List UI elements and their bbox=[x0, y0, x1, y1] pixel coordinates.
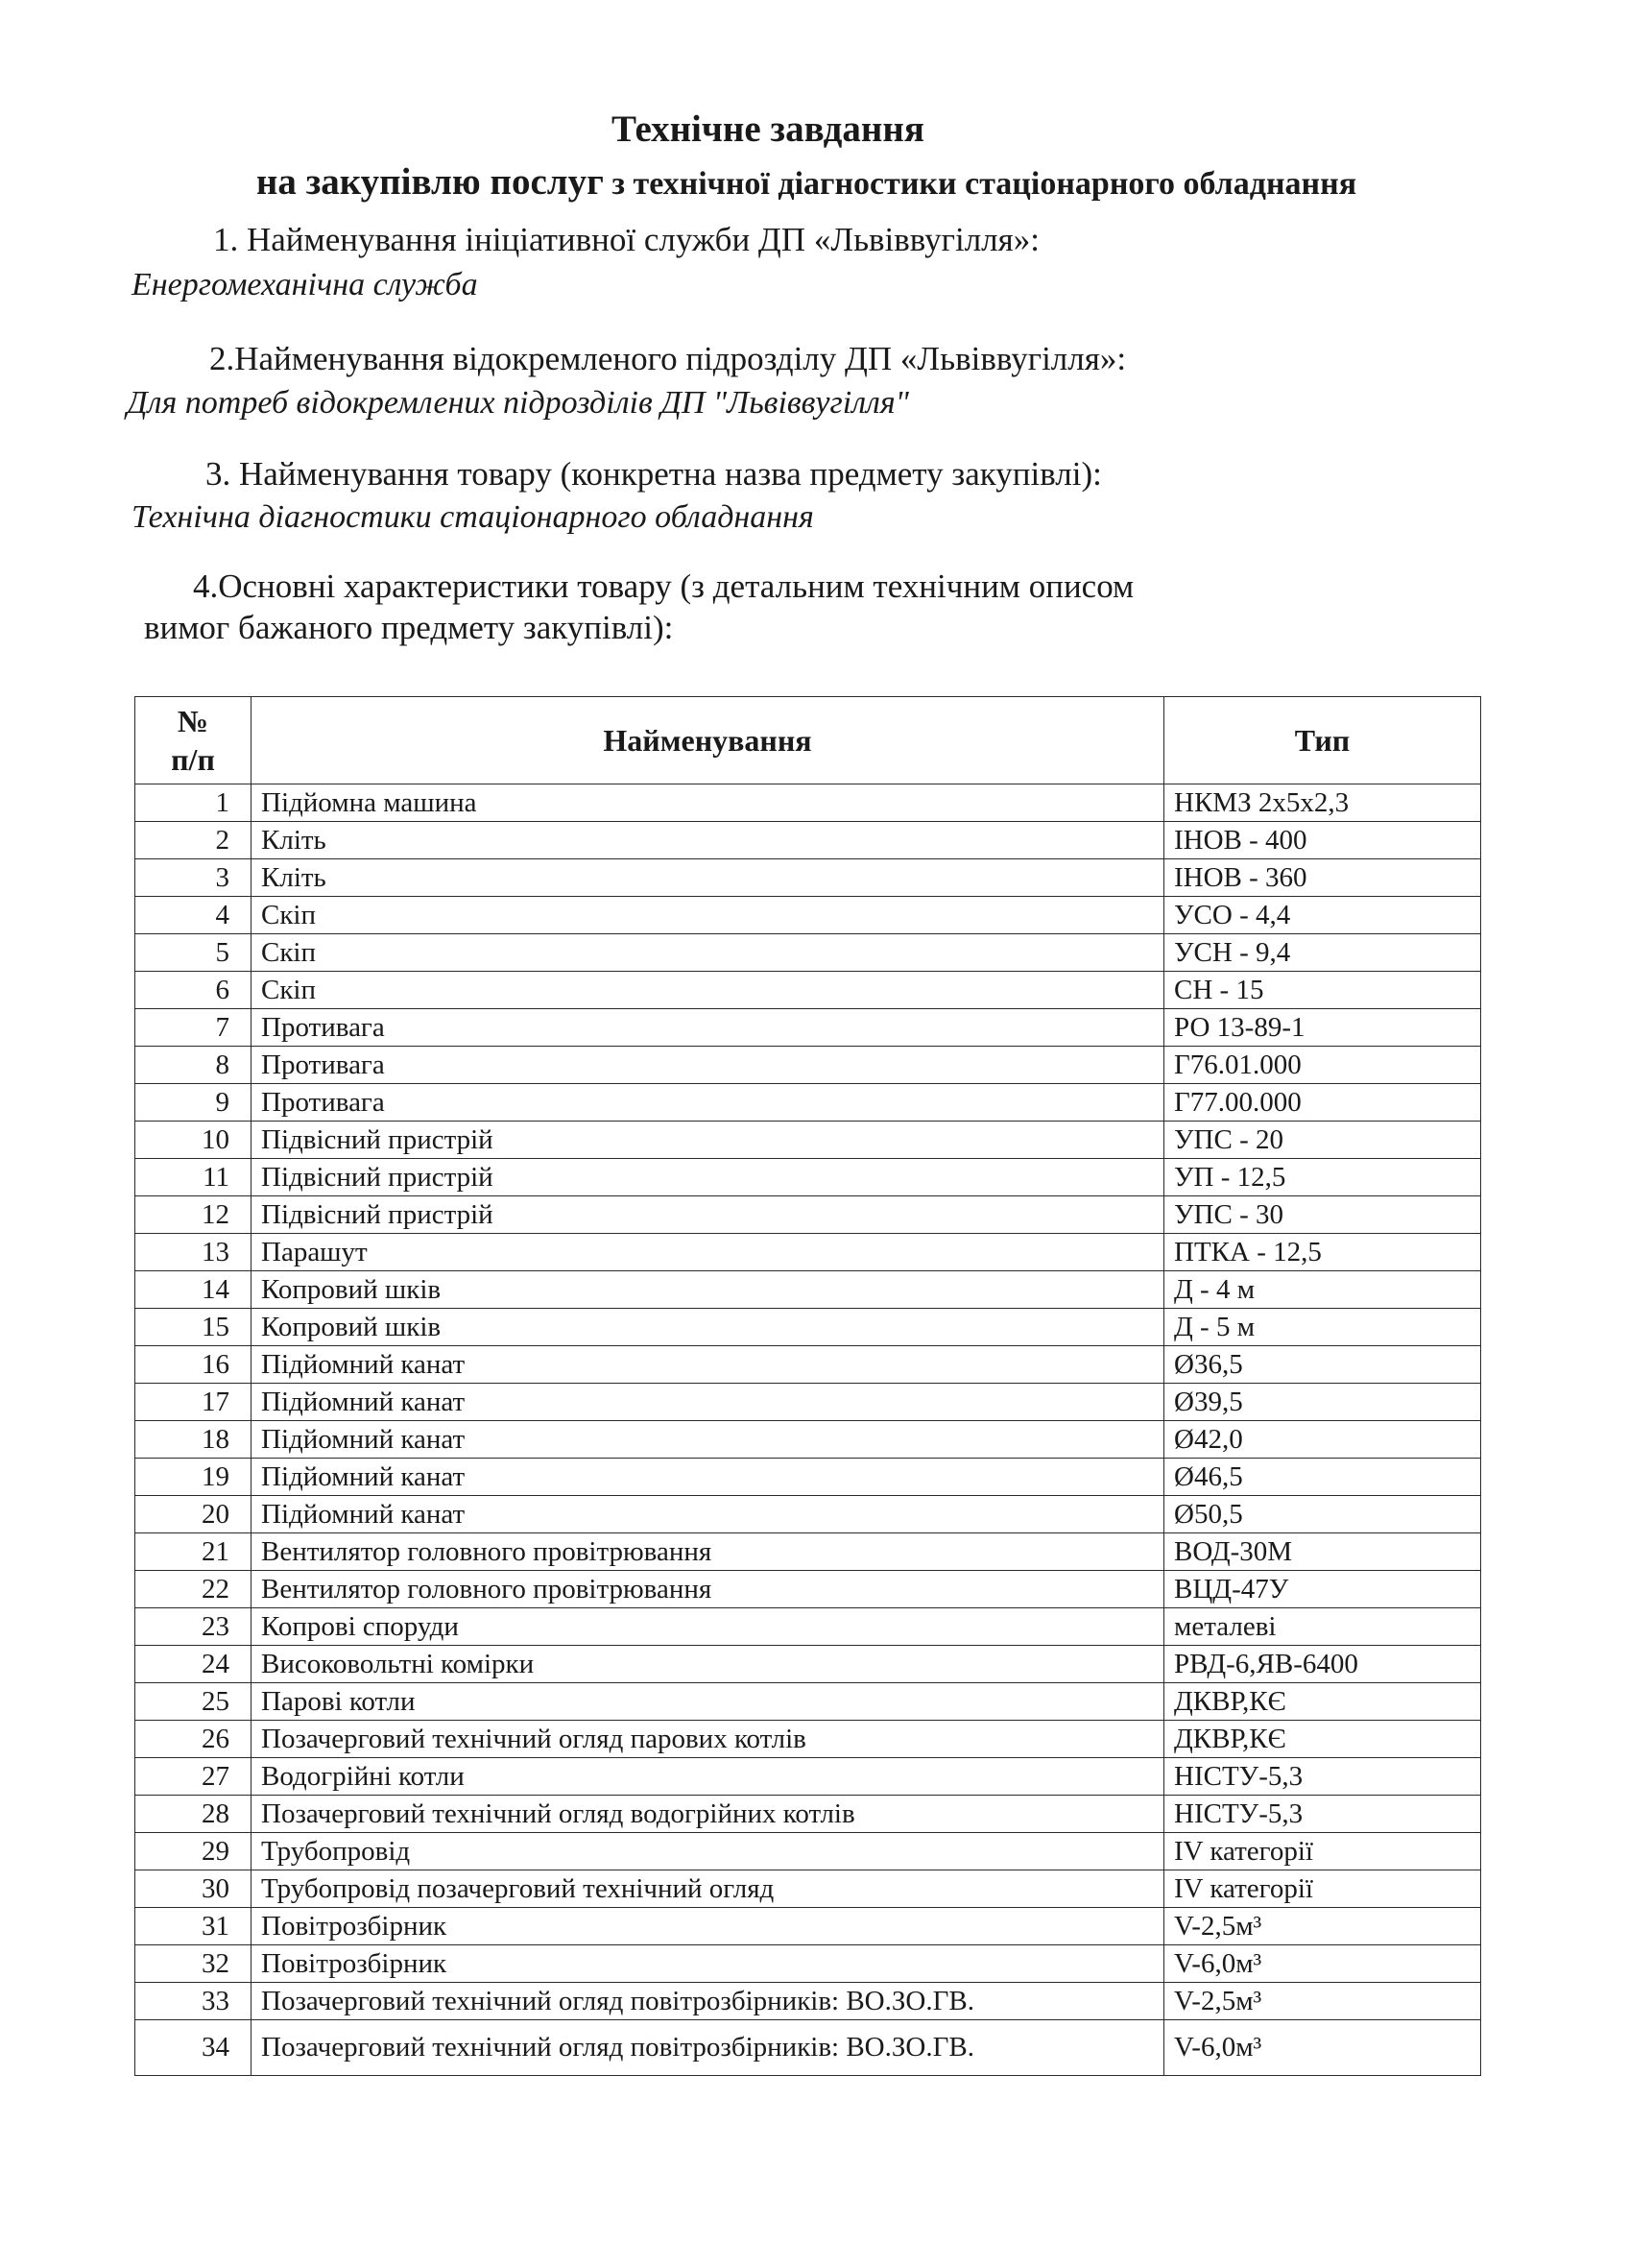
row-type: Г77.00.000 bbox=[1164, 1084, 1481, 1122]
row-number: 29 bbox=[135, 1833, 252, 1870]
table-row bbox=[135, 1459, 1481, 1496]
row-type: V-2,5м³ bbox=[1164, 1983, 1481, 2020]
table-row bbox=[135, 784, 1481, 822]
section-1-heading: 1. Найменування ініціативної служби ДП «Львіввугілля»: bbox=[213, 221, 1040, 258]
table-row bbox=[135, 1159, 1481, 1196]
table-row bbox=[135, 972, 1481, 1009]
row-number: 16 bbox=[135, 1346, 252, 1384]
table-row bbox=[135, 1496, 1481, 1533]
row-type: ДКВР,КЄ bbox=[1164, 1721, 1481, 1758]
row-name: Кліть bbox=[252, 859, 1164, 897]
row-number: 11 bbox=[135, 1159, 252, 1196]
table-row bbox=[135, 1870, 1481, 1908]
row-type: IV категорії bbox=[1164, 1833, 1481, 1870]
table-row bbox=[135, 1983, 1481, 2020]
row-type: ІНОВ - 360 bbox=[1164, 859, 1481, 897]
subtitle-bold: на закупівлю послуг bbox=[255, 161, 604, 203]
row-number: 8 bbox=[135, 1047, 252, 1084]
table-row bbox=[135, 1646, 1481, 1683]
table-row bbox=[135, 1908, 1481, 1945]
row-number: 25 bbox=[135, 1683, 252, 1721]
table-row bbox=[135, 1122, 1481, 1159]
row-number: 17 bbox=[135, 1384, 252, 1421]
row-number: 24 bbox=[135, 1646, 252, 1683]
document-subtitle bbox=[58, 160, 1555, 206]
row-name: Підйомний канат bbox=[252, 1384, 1164, 1421]
header-name: Найменування bbox=[252, 697, 1164, 784]
row-type: РО 13-89-1 bbox=[1164, 1009, 1481, 1047]
table-row bbox=[135, 1421, 1481, 1459]
table-row bbox=[135, 1796, 1481, 1833]
row-name: Скіп bbox=[252, 934, 1164, 972]
row-name: Парашут bbox=[252, 1234, 1164, 1271]
section-1-value: Енергомеханічна служба bbox=[132, 267, 478, 302]
row-type: УПС - 30 bbox=[1164, 1196, 1481, 1234]
row-number: 23 bbox=[135, 1608, 252, 1646]
table-row bbox=[135, 1945, 1481, 1983]
row-type: РВД-6,ЯВ-6400 bbox=[1164, 1646, 1481, 1683]
row-number: 20 bbox=[135, 1496, 252, 1533]
table-row bbox=[135, 1721, 1481, 1758]
row-name: Підйомна машина bbox=[252, 784, 1164, 822]
row-type: СН - 15 bbox=[1164, 972, 1481, 1009]
table-row bbox=[135, 1346, 1481, 1384]
section-4-heading-cont: вимог бажаного предмету закупівлі): bbox=[144, 609, 674, 646]
row-number: 32 bbox=[135, 1945, 252, 1983]
table-row bbox=[135, 1009, 1481, 1047]
row-type: Ø50,5 bbox=[1164, 1496, 1481, 1533]
row-name: Підвісний пристрій bbox=[252, 1122, 1164, 1159]
row-name: Водогрійні котли bbox=[252, 1758, 1164, 1796]
row-number: 2 bbox=[135, 822, 252, 859]
row-number: 33 bbox=[135, 1983, 252, 2020]
row-type: УСН - 9,4 bbox=[1164, 934, 1481, 972]
row-type: V-6,0м³ bbox=[1164, 2020, 1481, 2076]
table-row bbox=[135, 1234, 1481, 1271]
table-row bbox=[135, 1196, 1481, 1234]
subtitle-rest: з технічної діагностики стаціонарного обладнання bbox=[603, 166, 1357, 202]
table-row bbox=[135, 1271, 1481, 1309]
row-type: Ø42,0 bbox=[1164, 1421, 1481, 1459]
row-name: Вентилятор головного провітрювання bbox=[252, 1571, 1164, 1608]
table-row bbox=[135, 859, 1481, 897]
row-number: 27 bbox=[135, 1758, 252, 1796]
row-name: Підйомний канат bbox=[252, 1496, 1164, 1533]
row-number: 21 bbox=[135, 1533, 252, 1571]
section-2-heading: 2.Найменування відокремленого підрозділу ДП «Львіввугілля»: bbox=[209, 340, 1127, 377]
row-name: Підйомний канат bbox=[252, 1459, 1164, 1496]
row-name: Кліть bbox=[252, 822, 1164, 859]
row-number: 19 bbox=[135, 1459, 252, 1496]
row-name: Позачерговий технічний огляд повітрозбірників: ВО.ЗО.ГВ. bbox=[252, 2020, 1164, 2076]
row-type: НКМЗ 2х5х2,3 bbox=[1164, 784, 1481, 822]
row-type: V-2,5м³ bbox=[1164, 1908, 1481, 1945]
row-number: 3 bbox=[135, 859, 252, 897]
row-number: 12 bbox=[135, 1196, 252, 1234]
row-type: УСО - 4,4 bbox=[1164, 897, 1481, 934]
table-row bbox=[135, 1571, 1481, 1608]
row-name: Повітрозбірник bbox=[252, 1908, 1164, 1945]
row-type: Ø36,5 bbox=[1164, 1346, 1481, 1384]
row-number: 7 bbox=[135, 1009, 252, 1047]
row-number: 4 bbox=[135, 897, 252, 934]
row-type: Ø46,5 bbox=[1164, 1459, 1481, 1496]
row-name: Копрові споруди bbox=[252, 1608, 1164, 1646]
row-type: ВЦД-47У bbox=[1164, 1571, 1481, 1608]
row-type: НІСТУ-5,3 bbox=[1164, 1796, 1481, 1833]
row-type: УП - 12,5 bbox=[1164, 1159, 1481, 1196]
row-name: Позачерговий технічний огляд повітрозбірників: ВО.ЗО.ГВ. bbox=[252, 1983, 1164, 2020]
row-type: Д - 4 м bbox=[1164, 1271, 1481, 1309]
table-row bbox=[135, 1084, 1481, 1122]
table-header-row bbox=[135, 697, 1481, 784]
table-row bbox=[135, 1384, 1481, 1421]
row-name: Противага bbox=[252, 1047, 1164, 1084]
row-name: Трубопровід позачерговий технічний огляд bbox=[252, 1870, 1164, 1908]
table-row bbox=[135, 1683, 1481, 1721]
row-name: Позачерговий технічний огляд водогрійних котлів bbox=[252, 1796, 1164, 1833]
table-row bbox=[135, 1533, 1481, 1571]
document-title: Технічне завдання bbox=[611, 109, 924, 150]
row-number: 5 bbox=[135, 934, 252, 972]
row-type: ІНОВ - 400 bbox=[1164, 822, 1481, 859]
section-3-heading: 3. Найменування товару (конкретна назва предмету закупівлі): bbox=[205, 455, 1102, 493]
row-number: 31 bbox=[135, 1908, 252, 1945]
row-number: 28 bbox=[135, 1796, 252, 1833]
row-type: УПС - 20 bbox=[1164, 1122, 1481, 1159]
row-name: Копровий шків bbox=[252, 1309, 1164, 1346]
table-row bbox=[135, 822, 1481, 859]
row-type: ДКВР,КЄ bbox=[1164, 1683, 1481, 1721]
row-name: Трубопровід bbox=[252, 1833, 1164, 1870]
table-row bbox=[135, 2020, 1481, 2076]
row-number: 1 bbox=[135, 784, 252, 822]
row-number: 13 bbox=[135, 1234, 252, 1271]
row-name: Підвісний пристрій bbox=[252, 1159, 1164, 1196]
table-row bbox=[135, 1608, 1481, 1646]
table-row bbox=[135, 1047, 1481, 1084]
row-name: Парові котли bbox=[252, 1683, 1164, 1721]
section-4-heading: 4.Основні характеристики товару (з детальним технічним описом bbox=[193, 567, 1135, 605]
row-name: Підйомний канат bbox=[252, 1346, 1164, 1384]
row-type: ПТКА - 12,5 bbox=[1164, 1234, 1481, 1271]
header-num-symbol: № bbox=[177, 704, 209, 738]
row-number: 30 bbox=[135, 1870, 252, 1908]
row-type: V-6,0м³ bbox=[1164, 1945, 1481, 1983]
row-type: ВОД-30М bbox=[1164, 1533, 1481, 1571]
row-name: Противага bbox=[252, 1009, 1164, 1047]
row-name: Позачерговий технічний огляд парових котлів bbox=[252, 1721, 1164, 1758]
row-name: Копровий шків bbox=[252, 1271, 1164, 1309]
row-number: 15 bbox=[135, 1309, 252, 1346]
row-number: 26 bbox=[135, 1721, 252, 1758]
table-row bbox=[135, 897, 1481, 934]
row-name: Повітрозбірник bbox=[252, 1945, 1164, 1983]
header-num-label: п/п bbox=[171, 742, 215, 777]
header-type: Тип bbox=[1164, 697, 1481, 784]
row-type: НІСТУ-5,3 bbox=[1164, 1758, 1481, 1796]
header-num bbox=[135, 697, 252, 784]
row-number: 34 bbox=[135, 2020, 252, 2076]
spec-table bbox=[134, 696, 1481, 2076]
row-number: 14 bbox=[135, 1271, 252, 1309]
row-name: Скіп bbox=[252, 972, 1164, 1009]
row-type: Д - 5 м bbox=[1164, 1309, 1481, 1346]
row-number: 6 bbox=[135, 972, 252, 1009]
row-number: 22 bbox=[135, 1571, 252, 1608]
row-name: Скіп bbox=[252, 897, 1164, 934]
row-name: Підйомний канат bbox=[252, 1421, 1164, 1459]
row-type: металеві bbox=[1164, 1608, 1481, 1646]
table-row bbox=[135, 934, 1481, 972]
table-row bbox=[135, 1758, 1481, 1796]
row-number: 10 bbox=[135, 1122, 252, 1159]
row-name: Противага bbox=[252, 1084, 1164, 1122]
row-type: Ø39,5 bbox=[1164, 1384, 1481, 1421]
section-2-value: Для потреб відокремлених підрозділів ДП "Львіввугілля" bbox=[127, 385, 909, 421]
row-number: 18 bbox=[135, 1421, 252, 1459]
row-name: Підвісний пристрій bbox=[252, 1196, 1164, 1234]
section-3-value: Технічна діагностики стаціонарного обладнання bbox=[132, 499, 814, 535]
row-name: Вентилятор головного провітрювання bbox=[252, 1533, 1164, 1571]
row-type: Г76.01.000 bbox=[1164, 1047, 1481, 1084]
row-number: 9 bbox=[135, 1084, 252, 1122]
table-row bbox=[135, 1309, 1481, 1346]
table-body bbox=[135, 784, 1481, 2076]
table-row bbox=[135, 1833, 1481, 1870]
row-name: Високовольтні комірки bbox=[252, 1646, 1164, 1683]
row-type: IV категорії bbox=[1164, 1870, 1481, 1908]
